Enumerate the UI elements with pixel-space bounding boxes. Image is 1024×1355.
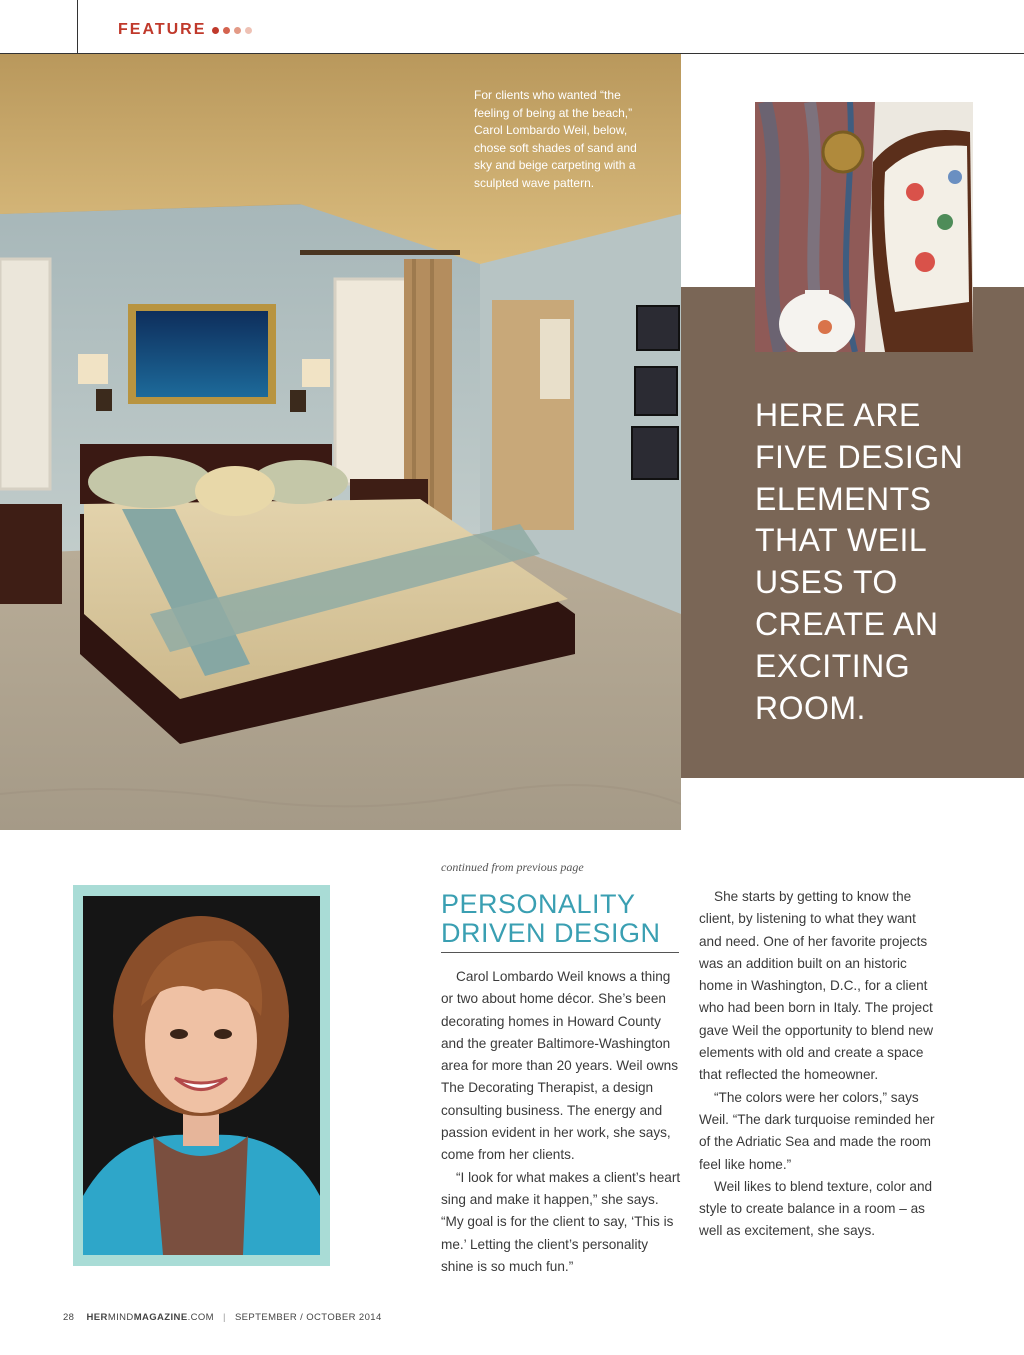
paragraph: “I look for what makes a client’s heart sing and make it happen,” she says. “My goal is for the client to say, ‘This is me.’ Letting the client’s personality shine is so much fun.”	[441, 1169, 681, 1274]
section-dots	[212, 27, 252, 34]
header-vertical-rule	[77, 0, 78, 54]
paragraph: “The colors were her colors,” says Weil. “The dark turquoise reminded her of the Adriatic Sea and made the room feel like home.”	[699, 1089, 935, 1172]
article-column-2	[699, 886, 939, 1243]
issue-date: SEPTEMBER / OCTOBER 2014	[234, 1312, 382, 1323]
pull-quote-line: HERE ARE	[755, 397, 921, 433]
pull-quote-line: EXCITING	[755, 647, 911, 684]
pull-quote-line: FIVE DESIGN	[755, 438, 964, 475]
footer-separator: |	[223, 1312, 226, 1323]
section-label: FEATURE	[118, 21, 207, 38]
headline-rule	[441, 952, 679, 953]
paragraph: Weil likes to blend texture, color and style to create balance in a room – as well as excitement, she says.	[699, 1178, 933, 1239]
section-dot	[245, 27, 252, 34]
page-number: 28	[63, 1312, 75, 1323]
site-name: HERMINDMAGAZINE.COM	[86, 1312, 214, 1323]
article-column-1	[441, 966, 681, 1278]
headline-line: DRIVEN DESIGN	[441, 918, 661, 948]
pull-quote-line: CREATE AN	[755, 605, 939, 642]
page-footer	[63, 1312, 382, 1323]
photo-caption: For clients who wanted “the feeling of being at the beach,” Carol Lombardo Weil, below, chose soft shades of sand and sky and beige carpeting with a sculpted wave pattern.	[474, 88, 637, 190]
pull-quote-line: ELEMENTS	[755, 480, 932, 517]
pull-quote-line: THAT WEIL	[755, 522, 928, 559]
portrait-photo	[83, 896, 320, 1255]
pull-quote	[755, 395, 995, 729]
continued-note: continued from previous page	[441, 860, 584, 874]
headline-line: PERSONALITY	[441, 889, 636, 919]
curtain-detail-photo	[755, 102, 973, 352]
article-headline	[441, 890, 679, 948]
section-dot	[223, 27, 230, 34]
pull-quote-line: ROOM.	[755, 689, 866, 726]
paragraph: Carol Lombardo Weil knows a thing or two about home décor. She’s been decorating homes in Howard County and the greater Baltimore-Washington area for more than 20 years. Weil owns The Decorating Therapist, a design consulting business. The energy and passion evident in her work, she says, come from her clients.	[441, 969, 678, 1163]
section-dot	[212, 27, 219, 34]
section-dot	[234, 27, 241, 34]
pull-quote-line: USES TO	[755, 564, 898, 601]
paragraph: She starts by getting to know the client, by listening to what they want and need. One of her favorite projects was an addition built on an historic home in Washington, D.C., for a client who had been born in Italy. The project gave Weil the opportunity to blend new elements with old and create a space that reflected the homeowner.	[699, 889, 934, 1083]
